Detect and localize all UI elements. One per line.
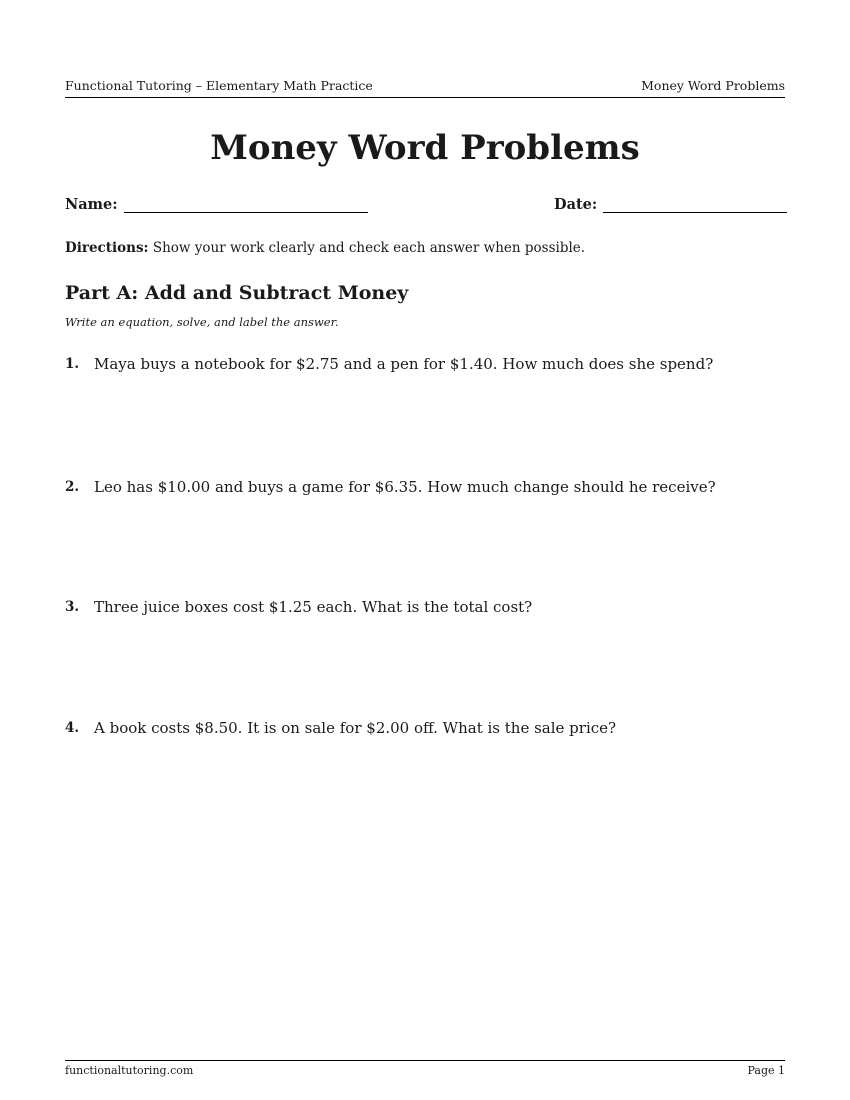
problem-number: 2. <box>65 479 80 495</box>
problem-text: Three juice boxes cost $1.25 each. What is the total cost? <box>94 598 533 616</box>
problem-number: 3. <box>65 599 80 615</box>
problem-item <box>65 719 785 737</box>
problem-text: Leo has $10.00 and buys a game for $6.35. How much change should he receive? <box>94 478 716 496</box>
date-field <box>554 196 787 213</box>
problem-item <box>65 478 785 496</box>
problem-item <box>65 598 785 616</box>
header-left-text: Functional Tutoring – Elementary Math Practice <box>65 78 373 93</box>
running-footer <box>65 1060 785 1077</box>
footer-left-text: functionaltutoring.com <box>65 1064 194 1077</box>
name-field <box>65 196 368 213</box>
name-blank-line <box>124 197 368 213</box>
date-label: Date: <box>554 196 598 213</box>
problem-text: Maya buys a notebook for $2.75 and a pen for $1.40. How much does she spend? <box>94 355 714 373</box>
directions-text: Show your work clearly and check each answer when possible. <box>152 240 586 256</box>
student-info-row <box>65 196 785 218</box>
header-right-text: Money Word Problems <box>641 78 785 93</box>
section-instructions: Write an equation, solve, and label the answer. <box>65 315 339 329</box>
page-number: Page 1 <box>747 1064 785 1077</box>
directions <box>65 240 585 256</box>
problem-text: A book costs $8.50. It is on sale for $2.00 off. What is the sale price? <box>94 719 617 737</box>
problem-number: 4. <box>65 720 80 736</box>
page-title: Money Word Problems <box>210 128 640 168</box>
problem-item <box>65 355 785 373</box>
date-blank-line <box>603 197 787 213</box>
directions-label: Directions: <box>65 240 149 256</box>
problem-number: 1. <box>65 356 80 372</box>
running-header <box>65 78 785 98</box>
section-heading: Part A: Add and Subtract Money <box>65 282 409 304</box>
name-label: Name: <box>65 196 118 213</box>
